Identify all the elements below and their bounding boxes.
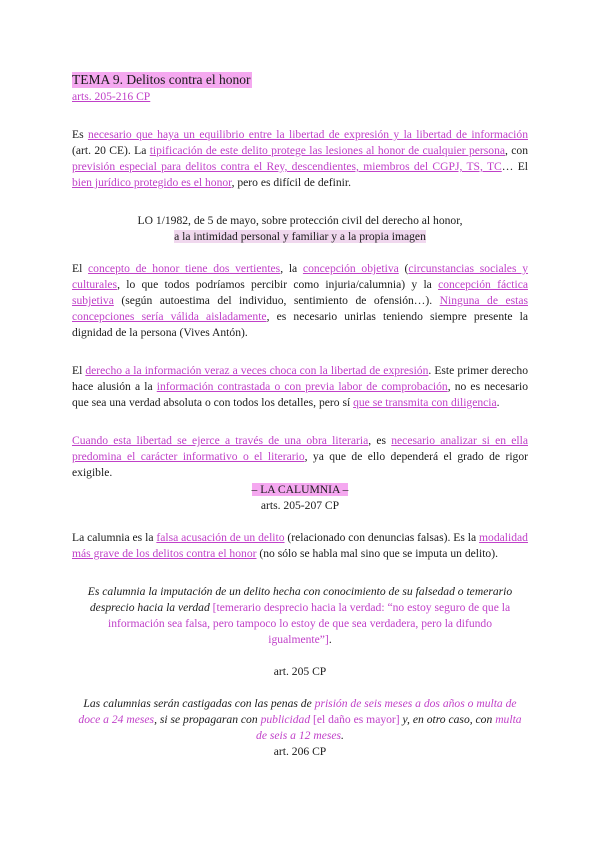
link-circunstancias[interactable]: circunstancias sociales y culturales	[72, 262, 528, 291]
text-segment: , no es necesario que sea una verdad absoluta o con todos los detalles, pero sí	[72, 380, 528, 409]
quote-text: , si se propagaran con	[154, 713, 261, 726]
quote-text: Es calumnia la imputación de un delito hecha con conocimiento de su falsedad o temerario desprecio hacia la verdad	[87, 585, 513, 614]
text-segment: (no sólo se habla mal sino que se imputa un delito).	[256, 547, 498, 560]
lo-line-1: LO 1/1982, de 5 de mayo, sobre protección civil del derecho al honor,	[137, 214, 463, 227]
text-segment: . Este primer derecho hace alusión a la	[72, 364, 528, 393]
paragraph-obra-literaria	[72, 433, 528, 481]
link-ninguna-valida[interactable]: Ninguna de estas concepciones sería válida aisladamente	[72, 294, 528, 323]
paragraph-equilibrio	[72, 127, 528, 191]
text-segment: , es	[368, 434, 392, 447]
link-informacion-contrastada[interactable]: información contrastada o con previa labor de comprobación	[156, 380, 448, 393]
quote-pena: prisión de seis meses a dos años o multa de doce a 24 meses	[78, 697, 517, 726]
text-segment: , lo que todos podríamos percibir como injuria/calumnia) y la	[117, 278, 439, 291]
link-tipificacion[interactable]: tipificación de este delito protege las lesiones al honor de cualquier persona	[149, 144, 506, 157]
link-falsa-acusacion[interactable]: falsa acusación de un delito	[156, 531, 285, 544]
paragraph-concepto-honor	[72, 261, 528, 341]
articles-reference-link[interactable]: arts. 205-216 CP	[72, 90, 151, 103]
lo-line-2: a la intimidad personal y familiar y a la propia imagen	[174, 230, 426, 243]
document-body	[72, 72, 528, 760]
section-heading-calumnia	[72, 482, 528, 514]
link-modalidad-grave[interactable]: modalidad más grave de los delitos contra el honor	[72, 531, 528, 560]
quote-text: Las calumnias serán castigadas con las penas de	[83, 697, 315, 710]
quote-text: .	[341, 729, 344, 742]
lo-1982-heading	[72, 213, 528, 245]
link-caracter-informativo[interactable]: necesario analizar si en ella predomina el carácter informativo o el literario	[72, 434, 528, 463]
link-dos-vertientes[interactable]: concepto de honor tiene dos vertientes	[88, 262, 281, 275]
link-equilibrio[interactable]: necesario que haya un equilibrio entre la libertad de expresión y la libertad de información	[87, 128, 528, 141]
paragraph-derecho-informacion	[72, 363, 528, 411]
text-segment: , es necesario unirlas teniendo siempre presente la dignidad de la persona (Vives Antón).	[72, 310, 528, 339]
calumnia-articles: arts. 205-207 CP	[260, 499, 340, 512]
quote-note: [temerario desprecio hacia la verdad: “no estoy seguro de que la información sea falsa, pero tampoco lo estoy de que sea verdadera, pero la difundo igualmente”]	[107, 601, 511, 646]
text-segment: , pero es difícil de definir.	[231, 176, 352, 189]
page-title: TEMA 9. Delitos contra el honor	[72, 72, 251, 87]
text-segment: La calumnia es la	[72, 531, 157, 544]
text-segment: , ya que de ello dependerá el grado de rigor exigible.	[72, 450, 529, 479]
text-segment: .	[328, 633, 332, 646]
link-concepcion-objetiva[interactable]: concepción objetiva	[302, 262, 399, 275]
ref-art-206: art. 206 CP	[273, 745, 327, 758]
text-segment: , la	[280, 262, 303, 275]
quote-note: [el daño es mayor]	[310, 713, 400, 726]
quote-art-206	[72, 696, 528, 744]
link-prevision-especial[interactable]: previsión especial para delitos contra el Rey, descendientes, miembros del CGPJ, TS, TC	[72, 160, 502, 173]
text-segment: El	[72, 262, 89, 275]
text-segment: (	[398, 262, 409, 275]
text-segment: (según autoestima del individuo, sentimiento de ofensión…).	[113, 294, 440, 307]
quote-multa: multa de seis a 12 meses	[256, 713, 522, 742]
paragraph-calumnia-def	[72, 530, 528, 562]
ref-art-205: art. 205 CP	[273, 665, 327, 678]
text-segment: (art. 20 CE). La	[72, 144, 150, 157]
link-concepcion-factica[interactable]: concepción fáctica subjetiva	[72, 278, 528, 307]
quote-art-205	[72, 584, 528, 648]
text-segment: .	[496, 396, 500, 409]
text-segment: , con	[505, 144, 528, 157]
text-segment: (relacionado con denuncias falsas). Es la	[284, 531, 480, 544]
link-bien-juridico[interactable]: bien jurídico protegido es el honor	[72, 176, 232, 189]
link-derecho-informacion[interactable]: derecho a la información veraz a veces choca con la libertad de expresión	[85, 364, 429, 377]
text-segment: El	[72, 364, 86, 377]
quote-publicidad: publicidad	[260, 713, 311, 726]
text-segment: … El	[501, 160, 529, 173]
text-segment: Es	[72, 128, 88, 141]
link-obra-literaria[interactable]: Cuando esta libertad se ejerce a través de una obra literaria	[72, 434, 369, 447]
calumnia-heading: – LA CALUMNIA –	[251, 483, 349, 496]
link-diligencia[interactable]: que se transmita con diligencia	[353, 396, 497, 409]
quote-text: y, en otro caso, con	[399, 713, 496, 726]
